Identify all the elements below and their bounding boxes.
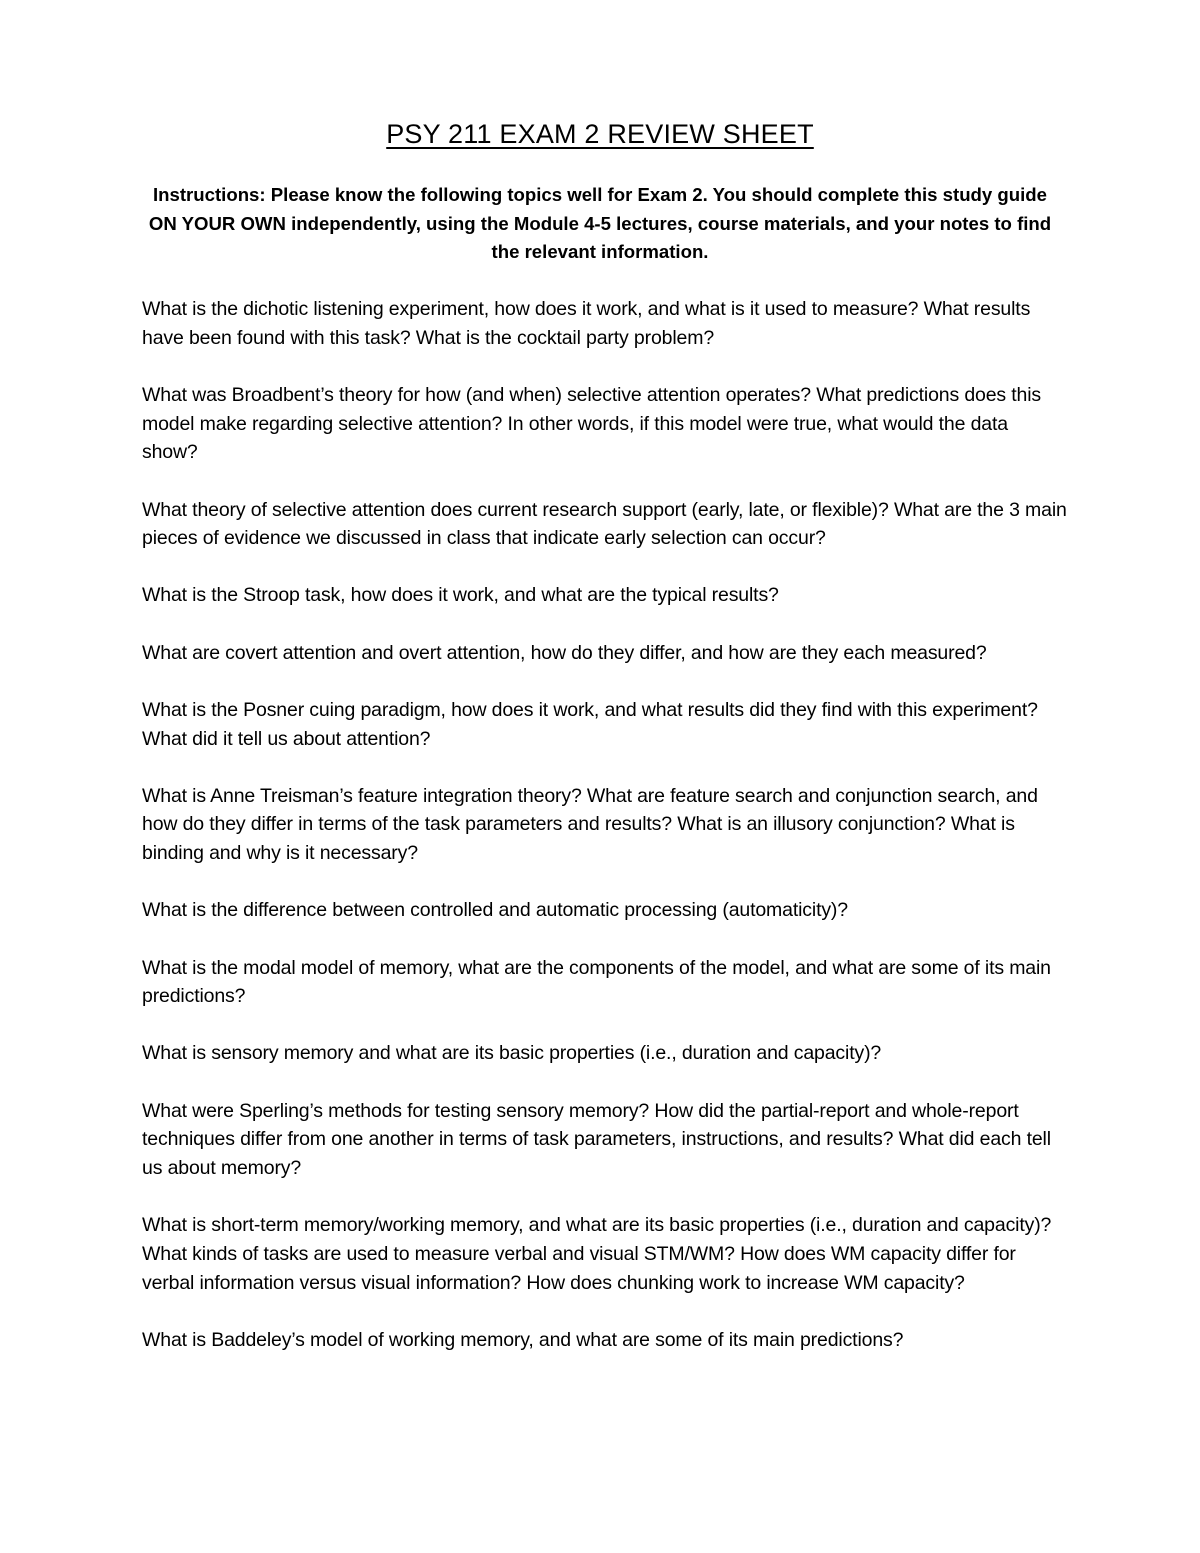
question-working-memory: What is short-term memory/working memory, and what are its basic properties (i.e., duration and capacity)? What kinds of tasks are used to measure verbal and visual STM/WM? How does WM capacity differ for verbal information versus visual information? How does chunking work to increase WM capacity?	[142, 1214, 1052, 1294]
question-selective-attention-theory: What theory of selective attention does current research support (early, late, or flexible)? What are the 3 main pieces of evidence we discussed in class that indicate early selection can occur?	[142, 498, 1067, 550]
question-list	[142, 295, 1067, 1355]
question-controlled-automatic: What is the difference between controlled and automatic processing (automaticity)?	[142, 899, 848, 922]
question-sensory-memory: What is sensory memory and what are its basic properties (i.e., duration and capacity)?	[142, 1042, 882, 1065]
question-posner-cuing: What is the Posner cuing paradigm, how does it work, and what results did they find with this experiment? What did it tell us about attention?	[142, 698, 1038, 750]
page-title: PSY 211 EXAM 2 REVIEW SHEET	[386, 119, 814, 149]
instructions-text: Instructions: Please know the following topics well for Exam 2. You should complete this study guide ON YOUR OWN independently, using the Module 4-5 lectures, course materials, and your notes to find the relevant information.	[148, 184, 1052, 263]
question-covert-overt-attention: What are covert attention and overt attention, how do they differ, and how are they each measured?	[142, 641, 987, 664]
question-stroop-task: What is the Stroop task, how does it work, and what are the typical results?	[142, 584, 779, 607]
question-broadbent-theory: What was Broadbent’s theory for how (and when) selective attention operates? What predictions does this model make regarding selective attention? In other words, if this model were true, what would the data show?	[142, 383, 1042, 464]
question-feature-integration: What is Anne Treisman’s feature integration theory? What are feature search and conjunction search, and how do they differ in terms of the task parameters and results? What is an illusory conjunction? What is binding and why is it necessary?	[142, 784, 1038, 865]
question-sperling-methods: What were Sperling’s methods for testing sensory memory? How did the partial-report and whole-report techniques differ from one another in terms of task parameters, instructions, and results? What did each tell us about memory?	[142, 1099, 1051, 1180]
question-modal-model: What is the modal model of memory, what are the components of the model, and what are some of its main predictions?	[142, 956, 1051, 1008]
question-baddeley-model: What is Baddeley’s model of working memory, and what are some of its main predictions?	[142, 1328, 904, 1351]
question-dichotic-listening: What is the dichotic listening experiment, how does it work, and what is it used to measure? What results have been found with this task? What is the cocktail party problem?	[142, 298, 1031, 349]
